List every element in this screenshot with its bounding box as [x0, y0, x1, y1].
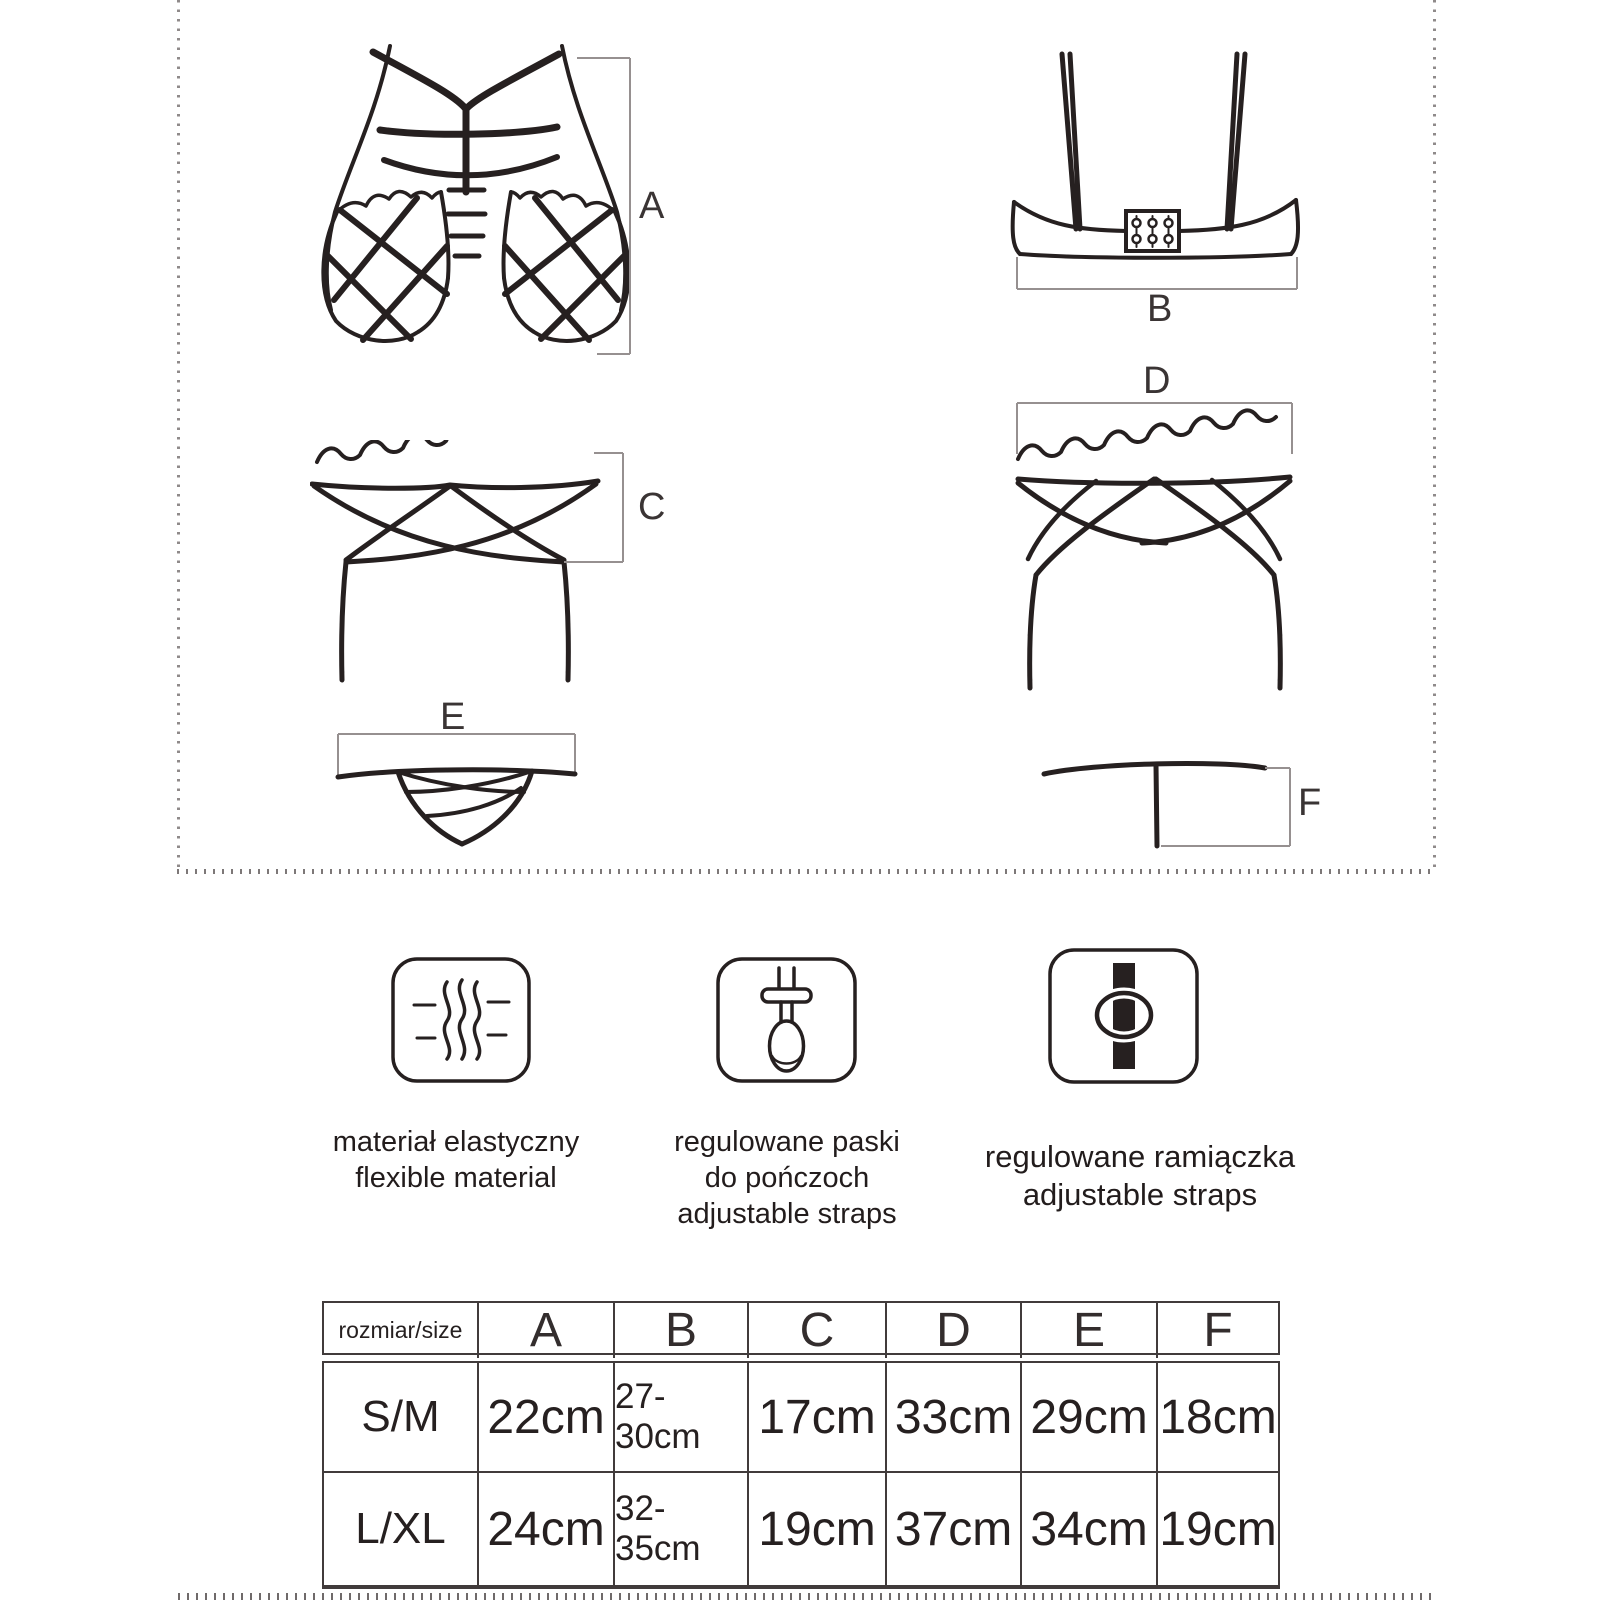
column-header-f: F	[1156, 1303, 1278, 1358]
column-header-c: C	[747, 1303, 885, 1358]
column-header-a: A	[477, 1303, 613, 1358]
value-sm-e: 29cm	[1020, 1363, 1156, 1473]
measure-label-f: F	[1298, 782, 1323, 824]
strap-slider-icon	[1047, 947, 1200, 1085]
value-lxl-c: 19cm	[747, 1473, 885, 1585]
stocking-strap-clip-icon	[715, 956, 858, 1084]
column-header-b: B	[613, 1303, 747, 1358]
column-header-e: E	[1020, 1303, 1156, 1358]
value-lxl-a: 24cm	[477, 1473, 613, 1585]
side-view-drawing	[1030, 750, 1310, 850]
caption-line: regulowane paski	[674, 1126, 900, 1158]
feature-caption-flexible-material	[276, 1124, 636, 1196]
size-table-header-label: rozmiar/size	[338, 1317, 463, 1343]
measure-label-b: B	[1147, 288, 1174, 330]
garter-front-drawing	[310, 440, 640, 685]
value-lxl-f: 19cm	[1156, 1473, 1278, 1585]
row-size-lxl: L/XL	[355, 1504, 446, 1553]
value-sm-c: 17cm	[747, 1363, 885, 1473]
value-sm-b: 27-30cm	[613, 1363, 747, 1473]
caption-line: flexible material	[355, 1162, 557, 1194]
dotted-frame-right	[1433, 0, 1436, 874]
value-lxl-e: 34cm	[1020, 1473, 1156, 1585]
dotted-frame-left	[177, 0, 180, 874]
caption-line: materiał elastyczny	[332, 1126, 580, 1158]
feature-caption-adjustable-straps	[940, 1138, 1340, 1214]
measure-label-a: A	[639, 185, 666, 227]
caption-line: regulowane ramiączka	[984, 1139, 1296, 1174]
measure-label-e: E	[440, 696, 467, 738]
garter-back-drawing	[1000, 395, 1300, 695]
measure-label-d: D	[1143, 360, 1172, 402]
caption-line: do pończoch	[704, 1162, 870, 1194]
size-table-body	[322, 1361, 1280, 1589]
caption-line: adjustable straps	[677, 1198, 897, 1230]
feature-caption-stocking-straps	[617, 1124, 957, 1232]
value-lxl-b: 32-35cm	[613, 1473, 747, 1585]
column-header-d: D	[885, 1303, 1020, 1358]
panties-drawing	[330, 720, 590, 850]
row-size-sm: S/M	[324, 1363, 477, 1473]
size-table	[322, 1301, 1280, 1589]
caption-line: adjustable straps	[1022, 1177, 1258, 1212]
value-sm-f: 18cm	[1156, 1363, 1278, 1473]
measure-label-c: C	[638, 486, 667, 528]
flexible-material-icon	[390, 956, 532, 1084]
value-sm-d: 33cm	[885, 1363, 1020, 1473]
bra-front-drawing	[305, 40, 645, 370]
value-lxl-d: 37cm	[885, 1473, 1020, 1585]
value-sm-a: 22cm	[477, 1363, 613, 1473]
size-table-header	[322, 1301, 1280, 1355]
dotted-divider-bottom	[178, 1593, 1436, 1600]
dotted-frame-bottom	[177, 869, 1436, 874]
